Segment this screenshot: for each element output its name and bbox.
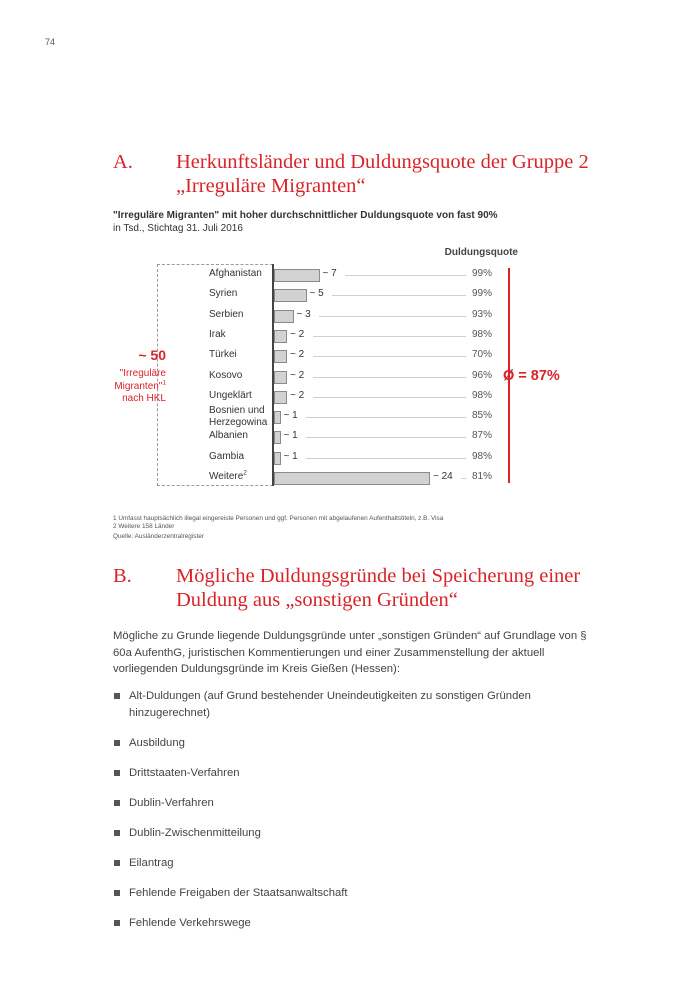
group-label-line1: "Irreguläre (119, 368, 166, 379)
bar-leader-line (461, 478, 466, 479)
bullet-icon (114, 920, 120, 926)
bar-row (0, 450, 700, 470)
bar-value-label: ~ 3 (296, 308, 311, 320)
source-note: Quelle: Ausländerzentralregister (113, 533, 204, 540)
bar-row (0, 287, 700, 307)
bar-category-text: Weitere (209, 471, 244, 482)
bar-quote-label: 99% (472, 268, 493, 279)
bar-category-text: Syrien (209, 288, 238, 300)
list-item (113, 915, 583, 932)
bar-value-label: ~ 1 (283, 430, 298, 442)
bar-category-label (209, 268, 262, 280)
bar-category-text: Kosovo (209, 369, 243, 381)
bar-value-label: ~ 7 (322, 268, 337, 279)
bar (274, 289, 307, 302)
chart-subtitle: in Tsd., Stichtag 31. Juli 2016 (113, 223, 243, 234)
bar-row (0, 267, 700, 287)
bar (274, 431, 281, 444)
bar-quote-label: 87% (472, 430, 493, 442)
list-item-text: Alt-Duldungen (auf Grund bestehender Uneindeutigkeiten zu sonstigen Gründen hinzugerechnet) (129, 690, 531, 719)
bar-leader-line (306, 458, 466, 459)
list-item-text: Eilantrag (129, 857, 174, 869)
bar-leader-line (306, 417, 466, 418)
bar-row (0, 369, 700, 389)
bar-value-label: ~ 2 (290, 369, 305, 381)
bar-category-text: Irak (209, 328, 226, 340)
section-a-letter: A. (113, 151, 133, 173)
bar-value-label: ~ 1 (283, 450, 298, 462)
chart-title: "Irreguläre Migranten" mit hoher durchschnittlicher Duldungsquote von fast 90% (113, 210, 498, 221)
bar-value-label: ~ 5 (309, 288, 324, 300)
bar (274, 411, 281, 424)
section-b-letter: B. (113, 565, 132, 587)
section-a-title-line1: Herkunftsländer und Duldungsquote der Gruppe 2 (176, 151, 589, 173)
bar-category-text: Gambia (209, 450, 245, 462)
bar-category-label (209, 390, 252, 402)
bar-category-label (209, 471, 247, 483)
list-item-text: Dublin-Verfahren (129, 797, 214, 809)
bar-row (0, 470, 700, 490)
bar-quote-label: 85% (472, 410, 493, 422)
section-a-title-line2: „Irreguläre Migranten“ (176, 175, 366, 197)
bar-quote-label: 98% (472, 450, 493, 462)
list-item (113, 885, 583, 902)
list-item (113, 855, 583, 872)
bar (274, 330, 287, 343)
bar-category-text: Ungeklärt (209, 389, 252, 401)
bar-leader-line (332, 295, 466, 296)
group-total: ~ 50 (138, 347, 166, 363)
bar-category-label (209, 329, 226, 341)
bullet-icon (114, 860, 120, 866)
bar-value-label: ~ 2 (290, 328, 305, 340)
bar-category-text: Serbien (209, 308, 244, 320)
section-b-intro: Mögliche zu Grunde liegende Duldungsgründe unter „sonstigen Gründen“ auf Grundlage von § 60a AufenthG, juristischen Kommentierungen und einer Zusammenstellung der aktuell vorliegenden Duldungsgründe im Kreis Gießen (Hessen): (113, 630, 587, 675)
bar-category-label (209, 288, 237, 300)
list-item (113, 688, 583, 721)
bar-leader-line (319, 316, 466, 317)
bar-row (0, 308, 700, 328)
bar-quote-label: 98% (472, 389, 493, 401)
bullet-icon (114, 693, 120, 699)
list-item (113, 765, 583, 782)
bar-row (0, 429, 700, 449)
bar-row (0, 328, 700, 348)
bar-category-label (209, 309, 243, 321)
list-item-text: Dublin-Zwischenmitteilung (129, 827, 261, 839)
bar-category-text: Albanien (209, 430, 248, 442)
list-item (113, 795, 583, 812)
section-b-heading (113, 564, 613, 614)
bar (274, 371, 287, 384)
bar-quote-label: 99% (472, 288, 493, 300)
bar-category-label (209, 405, 267, 429)
bar (274, 269, 320, 282)
bar-category-label-line2: Herzegowina (209, 417, 268, 429)
list-item-text: Fehlende Verkehrswege (129, 917, 251, 929)
bullet-icon (114, 770, 120, 776)
bar-category-footnote: 2 (243, 469, 247, 477)
list-item-text: Fehlende Freigaben der Staatsanwaltschaft (129, 887, 348, 899)
bar-leader-line (345, 275, 466, 276)
reasons-list (113, 688, 583, 945)
footnote-1: 1 Umfasst hauptsächlich illegal eingereiste Personen und ggf. Personen mit abgelaufenen Aufenthaltstiteln, z.B. Visa (113, 515, 444, 522)
quote-header: Duldungsquote (444, 247, 518, 258)
list-item (113, 735, 583, 752)
group-label-line2: Migranten" (114, 380, 163, 392)
bar-leader-line (313, 397, 466, 398)
bar (274, 310, 294, 323)
average-quote: Ø = 87% (503, 368, 560, 384)
bar-quote-label: 81% (472, 471, 493, 482)
bar-category-label-line1: Bosnien und (209, 405, 265, 417)
bar-row (0, 348, 700, 368)
bar-row (0, 405, 700, 429)
bar (274, 350, 287, 363)
bar-quote-label: 96% (472, 369, 493, 381)
bar-leader-line (306, 437, 466, 438)
bar-quote-label: 93% (472, 308, 493, 320)
bar-category-label (209, 430, 248, 442)
bar-quote-label: 98% (472, 328, 493, 340)
bar-category-label (209, 349, 237, 361)
bar-quote-label: 70% (472, 349, 493, 361)
section-a-heading (113, 150, 613, 200)
bullet-icon (114, 800, 120, 806)
bar-category-text: Türkei (209, 349, 237, 361)
bar-category-text: Afghanistan (209, 268, 262, 279)
bar (274, 472, 430, 485)
bar-leader-line (313, 377, 466, 378)
bar-row (0, 389, 700, 409)
group-label-footnote: 1 (162, 379, 166, 387)
bar (274, 452, 281, 465)
bar-value-label: ~ 2 (290, 389, 305, 401)
bar-value-label: ~ 2 (290, 349, 305, 361)
bar-value-label: ~ 1 (283, 410, 298, 422)
list-item-text: Drittstaaten-Verfahren (129, 767, 240, 779)
list-item-text: Ausbildung (129, 737, 185, 749)
page-number: 74 (45, 37, 56, 47)
bar-leader-line (313, 356, 466, 357)
bar (274, 391, 287, 404)
section-b-title-line2: Duldung aus „sonstigen Gründen“ (176, 589, 458, 611)
bullet-icon (114, 740, 120, 746)
bar-category-label (209, 451, 244, 463)
bullet-icon (114, 830, 120, 836)
bar-value-label: ~ 24 (433, 471, 453, 482)
list-item (113, 825, 583, 842)
group-label-line3: nach HKL (122, 393, 166, 404)
bar-category-label (209, 370, 242, 382)
section-b-title-line1: Mögliche Duldungsgründe bei Speicherung einer (176, 565, 581, 587)
bullet-icon (114, 890, 120, 896)
footnote-2: 2 Weitere 158 Länder (113, 523, 175, 530)
bar-leader-line (313, 336, 466, 337)
